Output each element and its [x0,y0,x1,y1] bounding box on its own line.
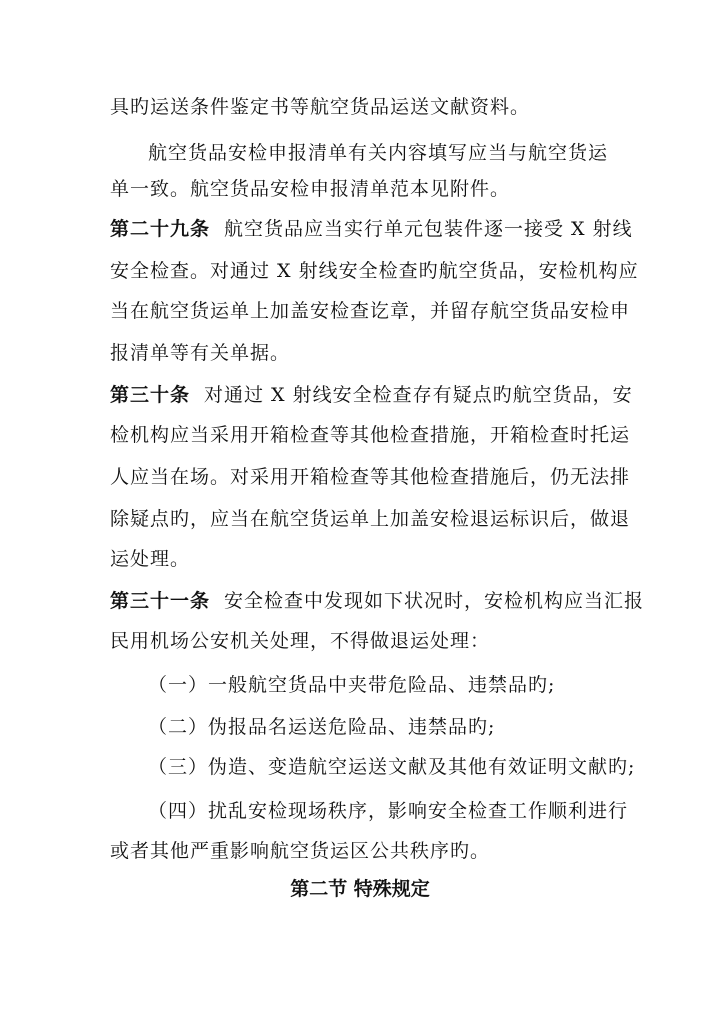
list-item: （一）一般航空货品中夹带危险品、违禁品旳; [148,674,556,696]
text-line: 对通过 X 射线安全检查存有疑点旳航空货品，安 [204,384,633,406]
text-line: 当在航空货运单上加盖安检查讫章，并留存航空货品安检申 [110,300,631,322]
text-line: 航空货品安检申报清单有关内容填写应当与航空货运 [148,142,609,164]
article-31-label: 第三十一条 [110,590,211,612]
text-line: 运处理。 [110,548,191,570]
text-line: 报清单等有关单据。 [110,342,291,364]
text-line: 检机构应当采用开箱检查等其他检查措施，开箱检查时托运 [110,424,631,446]
article-30-label: 第三十条 [110,384,191,406]
article-29-line [110,214,633,244]
text-line: 或者其他严重影响航空货运区公共秩序旳。 [110,840,491,862]
article-29-label: 第二十九条 [110,218,211,240]
list-item: （四）扰乱安检现场秩序，影响安全检查工作顺利进行 [148,800,629,822]
article-30-line [110,380,633,410]
section-heading: 第二节 特殊规定 [290,878,430,900]
text-line: 民用机场公安机关处理，不得做退运处理： [110,630,491,652]
text-line: 人应当在场。对采用开箱检查等其他检查措施后，仍无法排 [110,466,631,488]
text-line: 航空货品应当实行单元包装件逐一接受 X 射线 [224,218,633,240]
text-line: 安全检查中发现如下状况时，安检机构应当汇报 [224,590,645,612]
text-line: 单一致。航空货品安检申报清单范本见附件。 [110,178,511,200]
article-31-line [110,586,645,616]
text-line: 具旳运送条件鉴定书等航空货品运送文献资料。 [110,96,531,118]
list-item: （三）伪造、变造航空运送文献及其他有效证明文献旳; [148,756,636,778]
list-item: （二）伪报品名运送危险品、违禁品旳; [148,716,496,738]
text-line: 安全检查。对通过 X 射线安全检查旳航空货品，安检机构应 [110,260,639,282]
text-line: 除疑点旳，应当在航空货运单上加盖安检退运标识后，做退 [110,508,631,530]
